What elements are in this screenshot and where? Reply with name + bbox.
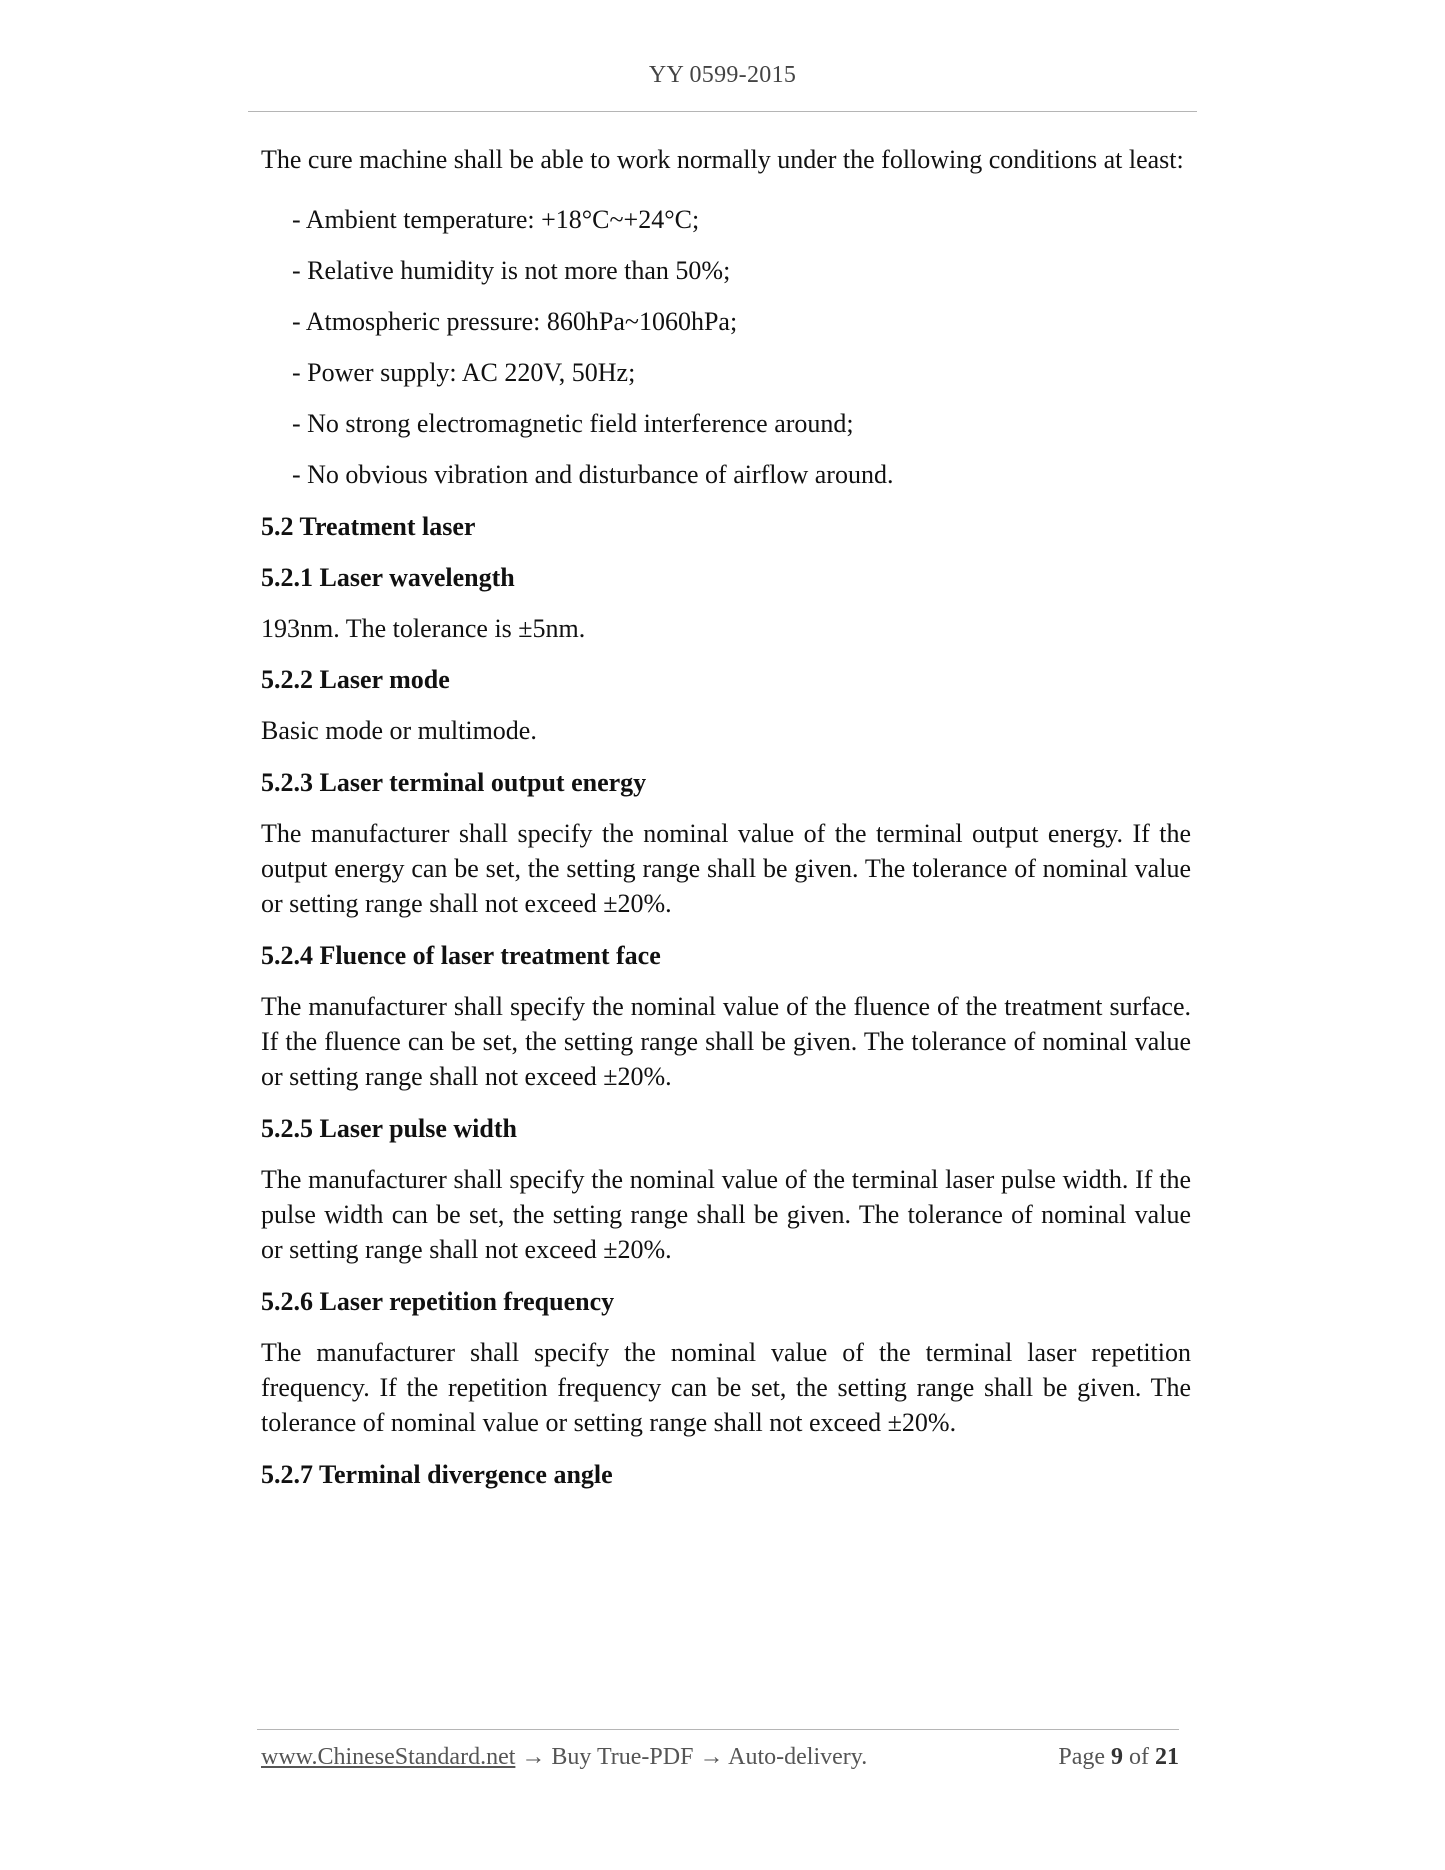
document-body	[261, 142, 1191, 1492]
section-heading-5-2-1: 5.2.1 Laser wavelength	[261, 563, 515, 592]
section-heading-5-2-4: 5.2.4 Fluence of laser treatment face	[261, 941, 661, 970]
condition-item: - Ambient temperature: +18°C~+24°C;	[292, 205, 700, 234]
section-heading-5-2-3: 5.2.3 Laser terminal output energy	[261, 768, 647, 797]
section-text-5-2-6: The manufacturer shall specify the nominal value of the terminal laser repetition frequency. If the repetition frequency can be set, the setting range shall be given. The tolerance of nominal value or setting range shall not exceed ±20%.	[261, 1338, 1191, 1437]
section-text-5-2-5: The manufacturer shall specify the nominal value of the terminal laser pulse width. If the pulse width can be set, the setting range shall be given. The tolerance of nominal value or setting range shall not exceed ±20%.	[261, 1165, 1191, 1264]
arrow-icon: →	[699, 1744, 724, 1770]
condition-item: - No strong electromagnetic field interference around;	[292, 409, 854, 438]
section-text-5-2-4: The manufacturer shall specify the nominal value of the fluence of the treatment surface. If the fluence can be set, the setting range shall be given. The tolerance of nominal value or setting range shall not exceed ±20%.	[261, 992, 1191, 1091]
section-heading-5-2-7: 5.2.7 Terminal divergence angle	[261, 1460, 613, 1489]
total-pages: 21	[1155, 1744, 1179, 1770]
footer-divider	[257, 1729, 1179, 1730]
section-text-5-2-2: Basic mode or multimode.	[261, 716, 537, 745]
condition-item: - No obvious vibration and disturbance of airflow around.	[292, 460, 894, 489]
footer-promo	[261, 1744, 867, 1771]
section-heading-5-2-5: 5.2.5 Laser pulse width	[261, 1114, 517, 1143]
section-text-5-2-1: 193nm. The tolerance is ±5nm.	[261, 614, 586, 643]
condition-item: - Relative humidity is not more than 50%;	[292, 256, 731, 285]
section-text-5-2-3: The manufacturer shall specify the nominal value of the terminal output energy. If the output energy can be set, the setting range shall be given. The tolerance of nominal value or setting range shall not exceed ±20%.	[261, 819, 1191, 918]
page-label: Page	[1058, 1744, 1105, 1770]
auto-delivery-text: Auto-delivery.	[728, 1744, 868, 1770]
arrow-icon: →	[521, 1744, 546, 1770]
current-page: 9	[1111, 1744, 1123, 1770]
condition-item: - Atmospheric pressure: 860hPa~1060hPa;	[292, 307, 738, 336]
section-heading-5-2-2: 5.2.2 Laser mode	[261, 665, 450, 694]
document-header: YY 0599-2015	[648, 62, 797, 88]
buy-pdf-text: Buy True-PDF	[551, 1744, 694, 1770]
of-label: of	[1129, 1744, 1149, 1770]
website-link[interactable]: www.ChineseStandard.net	[261, 1744, 516, 1770]
intro-paragraph: The cure machine shall be able to work normally under the following conditions at least:	[261, 145, 1184, 174]
condition-item: - Power supply: AC 220V, 50Hz;	[292, 358, 636, 387]
section-heading-5-2-6: 5.2.6 Laser repetition frequency	[261, 1287, 615, 1316]
header-divider	[248, 111, 1197, 112]
section-heading-5-2: 5.2 Treatment laser	[261, 512, 476, 541]
page-number	[1058, 1744, 1179, 1771]
